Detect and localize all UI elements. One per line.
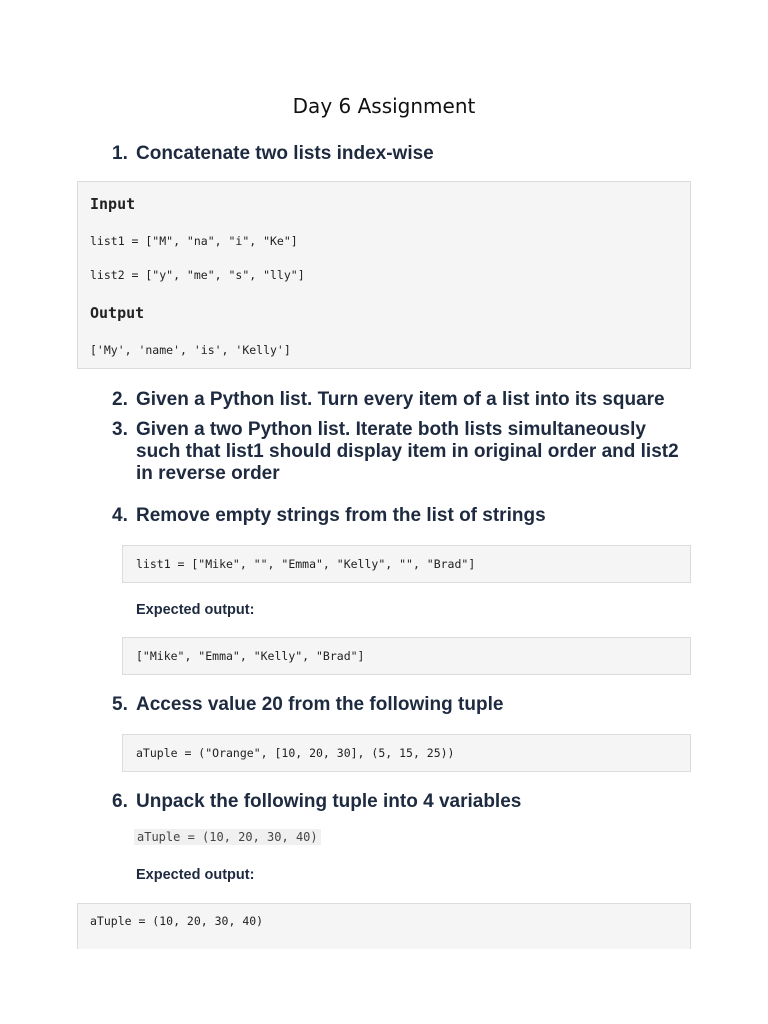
question-text: Access value 20 from the following tuple [136, 694, 504, 715]
question-text: Concatenate two lists index-wise [136, 143, 434, 164]
expected-output-label: Expected output: [136, 602, 255, 618]
q6-expected-block [77, 903, 691, 949]
list1-code: list1 = ["Mike", "", "Emma", "Kelly", "", "Brad"] [136, 557, 476, 571]
question-text: Given a two Python list. Iterate both lists simultaneously such that list1 should display item in original order and list2 in reverse order [136, 419, 679, 484]
expected-code: ["Mike", "Emma", "Kelly", "Brad"] [136, 649, 365, 663]
question-2 [112, 389, 692, 411]
question-number: 6. [112, 791, 128, 812]
question-3 [112, 419, 682, 485]
question-number: 3. [112, 419, 128, 440]
question-number: 4. [112, 505, 128, 526]
question-text: Given a Python list. Turn every item of a list into its square [136, 389, 665, 410]
input-label: Input [90, 195, 136, 213]
q4-code-block [122, 545, 691, 583]
expected-output-label: Expected output: [136, 867, 255, 883]
q1-code-block [77, 181, 691, 369]
question-4 [112, 505, 692, 527]
question-5 [112, 694, 692, 716]
question-6 [112, 791, 692, 813]
question-number: 2. [112, 389, 128, 410]
question-text: Remove empty strings from the list of strings [136, 505, 546, 526]
tuple-inline-code: aTuple = (10, 20, 30, 40) [134, 829, 321, 845]
page-title: Day 6 Assignment [292, 94, 476, 118]
list1-code: list1 = ["M", "na", "i", "Ke"] [90, 234, 298, 248]
question-number: 1. [112, 143, 128, 164]
expected-code: aTuple = (10, 20, 30, 40) [90, 914, 264, 928]
question-number: 5. [112, 694, 128, 715]
question-1 [112, 143, 692, 165]
output-label: Output [90, 304, 145, 322]
output-code: ['My', 'name', 'is', 'Kelly'] [90, 343, 291, 357]
q4-expected-block [122, 637, 691, 675]
question-text: Unpack the following tuple into 4 variables [136, 791, 522, 812]
tuple-code: aTuple = ("Orange", [10, 20, 30], (5, 15, 25)) [136, 746, 455, 760]
list2-code: list2 = ["y", "me", "s", "lly"] [90, 268, 305, 282]
q5-code-block [122, 734, 691, 772]
